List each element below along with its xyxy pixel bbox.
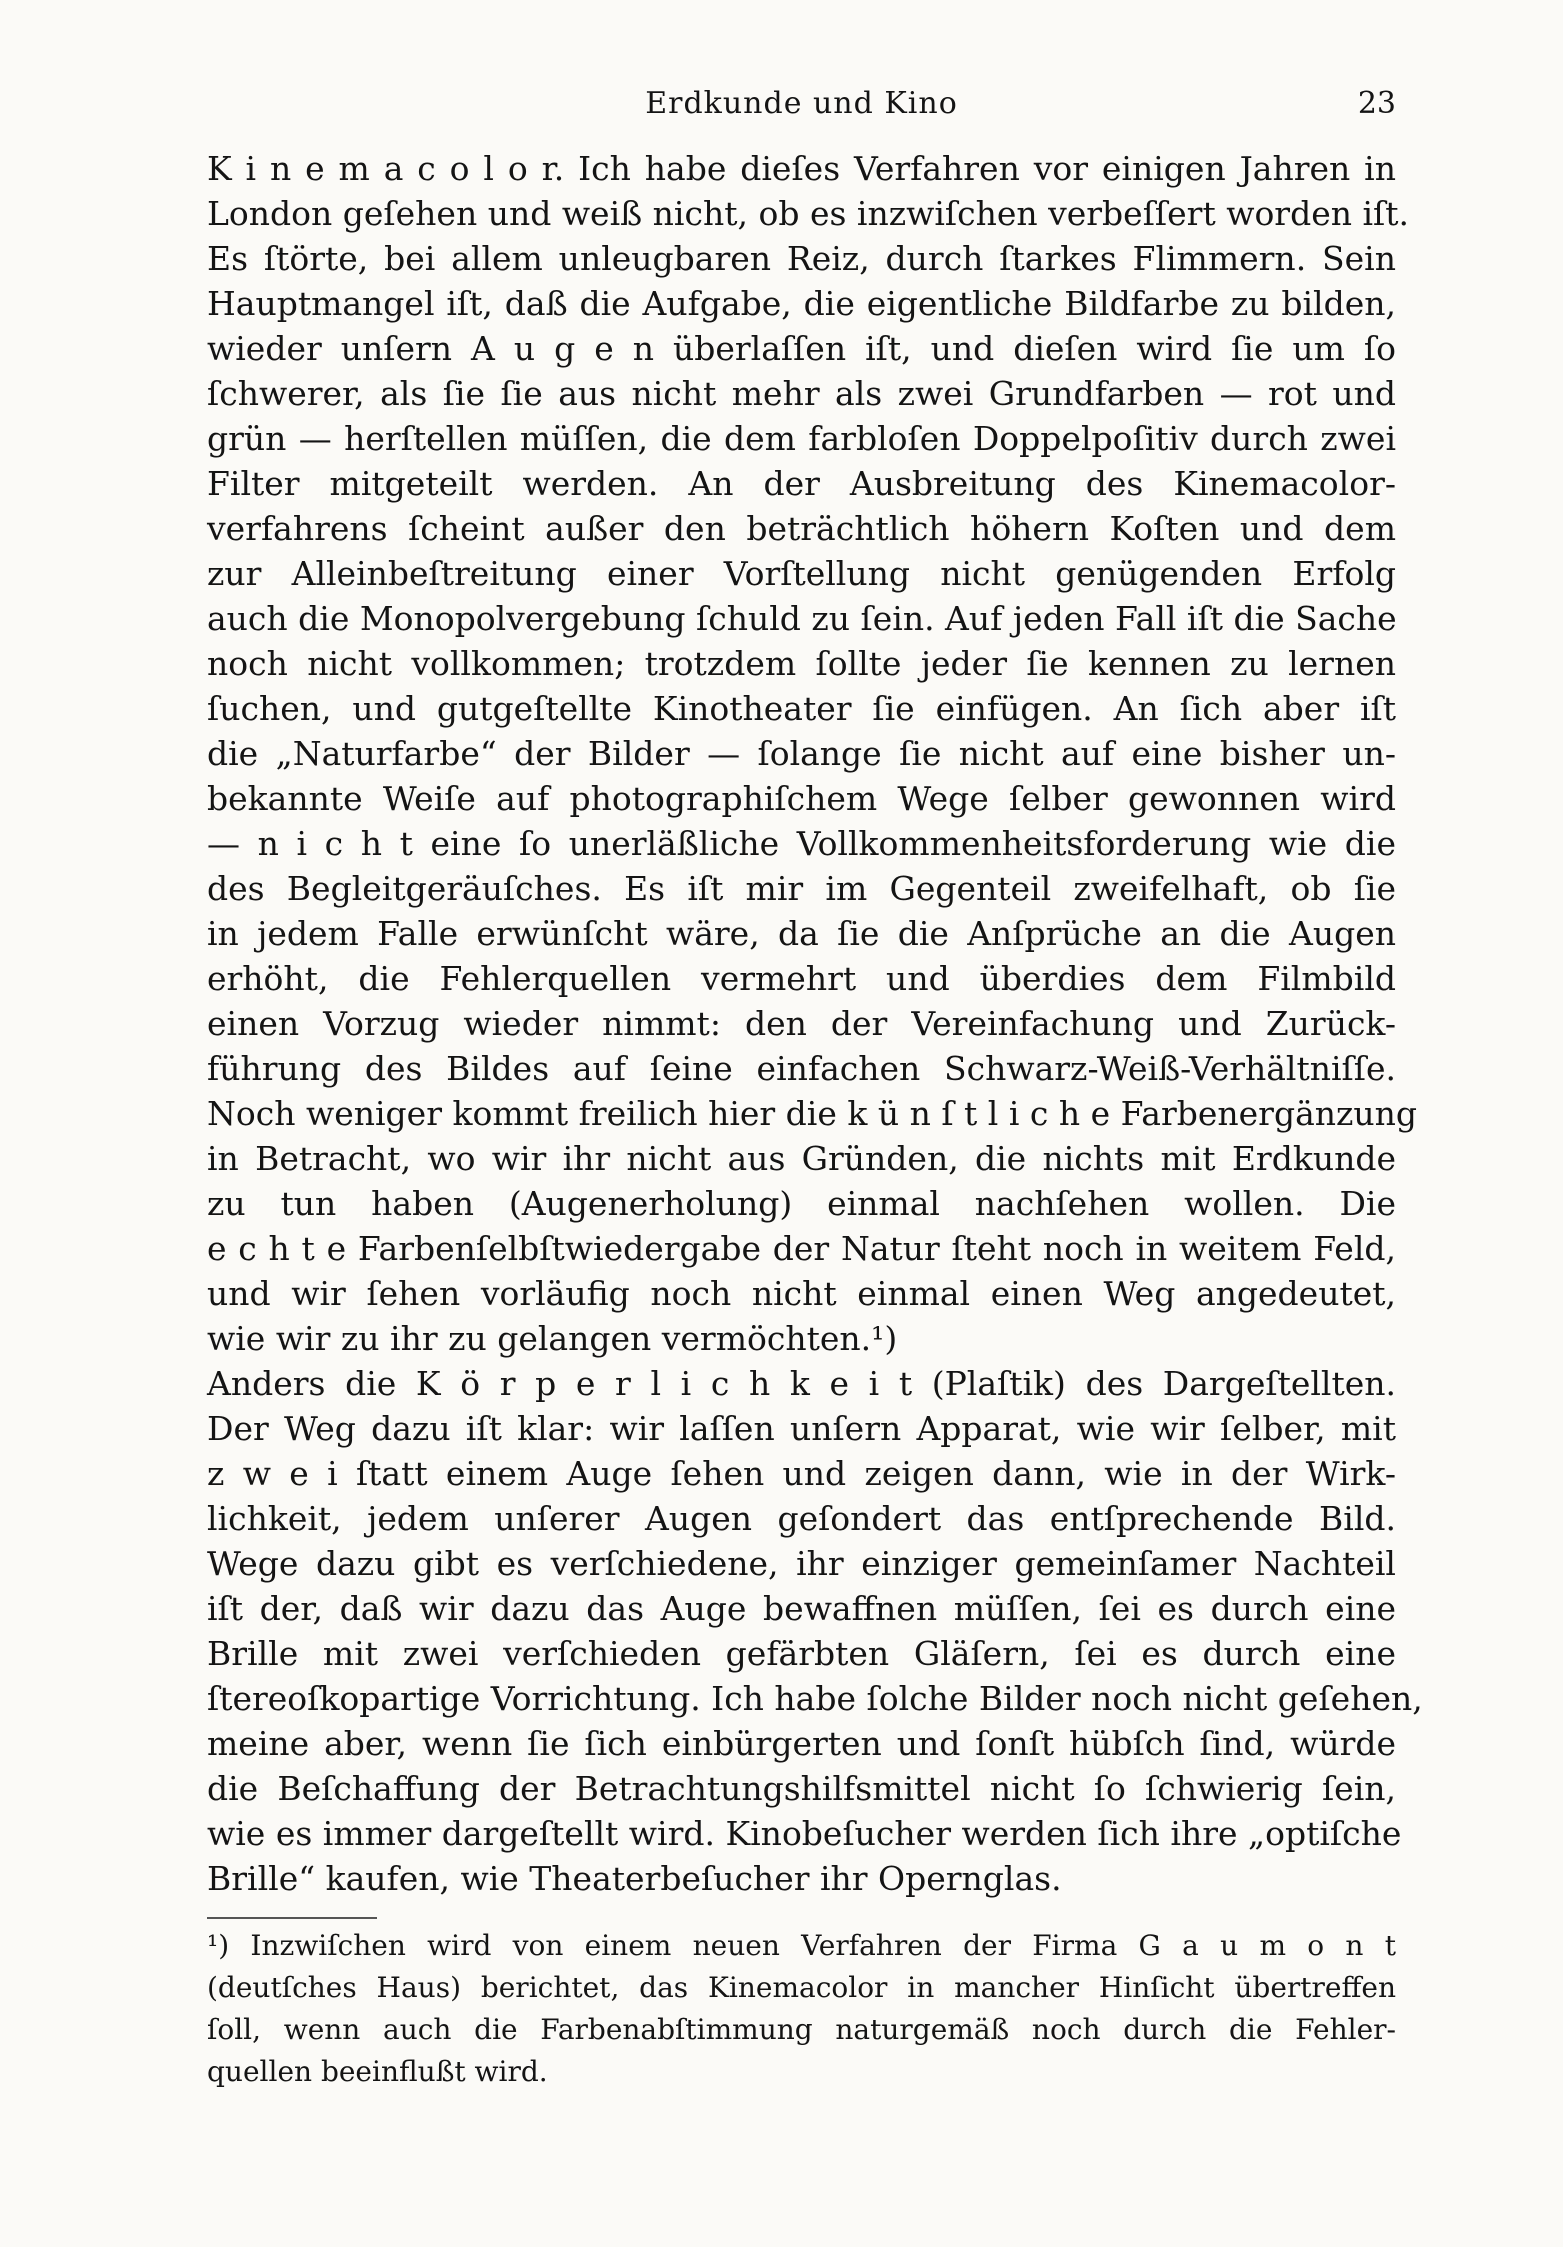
text-line: Noch weniger kommt freilich hier die k ü n ſ t l i c h e Farbenergänzung	[207, 1094, 1418, 1133]
running-title: Erdkunde und Kino	[645, 86, 958, 121]
page-header	[207, 86, 1396, 130]
text-line: iſt der, daß wir dazu das Auge bewaffnen müſſen, ſei es durch eine	[207, 1589, 1396, 1628]
text-line: noch nicht vollkommen; trotzdem ſollte jeder ſie kennen zu lernen	[207, 644, 1396, 683]
text-line: wie wir zu ihr zu gelangen vermöchten.¹)	[207, 1319, 898, 1358]
footnote-divider	[207, 1917, 377, 1919]
text-line: grün — herſtellen müſſen, die dem farbloſen Doppelpoſitiv durch zwei	[207, 419, 1396, 458]
footnote-line: ¹) Inzwiſchen wird von einem neuen Verfahren der Firma G a u m o n t	[207, 1929, 1396, 1962]
footnote	[207, 1925, 1396, 2093]
text-line: verfahrens ſcheint außer den beträchtlich höhern Koſten und dem	[207, 509, 1396, 548]
text-line: und wir ſehen vorläufig noch nicht einmal einen Weg angedeutet,	[207, 1274, 1396, 1313]
footnote-line: (deutſches Haus) berichtet, das Kinemacolor in mancher Hinſicht übertreffen	[207, 1971, 1396, 2004]
text-line: die „Naturfarbe“ der Bilder — ſolange ſie nicht auf eine bisher un-	[207, 734, 1396, 773]
text-line: ſchwerer, als ſie ſie aus nicht mehr als zwei Grundfarben — rot und	[207, 374, 1396, 413]
text-line: bekannte Weiſe auf photographiſchem Wege ſelber gewonnen wird	[207, 779, 1396, 818]
text-line: führung des Bildes auf ſeine einfachen Schwarz-Weiß-Verhältniſſe.	[207, 1049, 1396, 1088]
text-line: Filter mitgeteilt werden. An der Ausbreitung des Kinemacolor-	[207, 464, 1396, 503]
text-line: London geſehen und weiß nicht, ob es inzwiſchen verbeſſert worden iſt.	[207, 194, 1410, 233]
text-line: wieder unſern A u g e n überlaſſen iſt, und dieſen wird ſie um ſo	[207, 329, 1396, 368]
text-line: e c h t e Farbenſelbſtwiedergabe der Natur ſteht noch in weitem Feld,	[207, 1229, 1396, 1268]
text-line: lichkeit, jedem unſerer Augen geſondert das entſprechende Bild.	[207, 1499, 1396, 1538]
text-line: ſtereoſkopartige Vorrichtung. Ich habe ſolche Bilder noch nicht geſehen,	[207, 1679, 1423, 1718]
text-line: einen Vorzug wieder nimmt: den der Vereinfachung und Zurück-	[207, 1004, 1396, 1043]
text-line: Wege dazu gibt es verſchiedene, ihr einziger gemeinſamer Nachteil	[207, 1544, 1396, 1583]
text-line: des Begleitgeräuſches. Es iſt mir im Gegenteil zweifelhaft, ob ſie	[207, 869, 1396, 908]
text-line: auch die Monopolvergebung ſchuld zu ſein. Auf jeden Fall iſt die Sache	[207, 599, 1397, 638]
text-line: die Beſchaffung der Betrachtungshilfsmittel nicht ſo ſchwierig ſein,	[207, 1769, 1396, 1808]
text-line: Hauptmangel iſt, daß die Aufgabe, die eigentliche Bildfarbe zu bilden,	[207, 284, 1396, 323]
page-number: 23	[1357, 86, 1396, 121]
text-line: zur Alleinbeſtreitung einer Vorſtellung nicht genügenden Erfolg	[207, 554, 1396, 593]
footnote-line: ſoll, wenn auch die Farbenabſtimmung naturgemäß noch durch die Fehler-	[207, 2013, 1396, 2046]
text-line: ſuchen, und gutgeſtellte Kinotheater ſie einfügen. An ſich aber iſt	[207, 689, 1396, 728]
text-line: wie es immer dargeſtellt wird. Kinobeſucher werden ſich ihre „optiſche	[207, 1814, 1402, 1853]
text-line: in jedem Falle erwünſcht wäre, da ſie die Anſprüche an die Augen	[207, 914, 1396, 953]
text-line: Brille“ kaufen, wie Theaterbeſucher ihr Opernglas.	[207, 1859, 1062, 1898]
body-text	[207, 146, 1423, 1901]
text-line: — n i c h t eine ſo unerläßliche Vollkommenheitsforderung wie die	[207, 824, 1396, 863]
text-line: in Betracht, wo wir ihr nicht aus Gründen, die nichts mit Erdkunde	[207, 1139, 1396, 1178]
text-line: erhöht, die Fehlerquellen vermehrt und überdies dem Filmbild	[207, 959, 1396, 998]
text-line: meine aber, wenn ſie ſich einbürgerten und ſonſt hübſch ſind, würde	[207, 1724, 1396, 1763]
footnote-line: quellen beeinflußt wird.	[207, 2055, 548, 2088]
text-line: z w e i ſtatt einem Auge ſehen und zeigen dann, wie in der Wirk-	[207, 1454, 1396, 1493]
text-line: Brille mit zwei verſchieden gefärbten Gläſern, ſei es durch eine	[207, 1634, 1396, 1673]
text-line: zu tun haben (Augenerholung) einmal nachſehen wollen. Die	[207, 1184, 1396, 1223]
text-line: K i n e m a c o l o r. Ich habe dieſes Verfahren vor einigen Jahren in	[207, 149, 1396, 188]
text-line: Es ſtörte, bei allem unleugbaren Reiz, durch ſtarkes Flimmern. Sein	[207, 239, 1396, 278]
text-line: Der Weg dazu iſt klar: wir laſſen unſern Apparat, wie wir ſelber, mit	[207, 1409, 1396, 1448]
text-line: Anders die K ö r p e r l i c h k e i t (Plaſtik) des Dargeſtellten.	[207, 1364, 1396, 1403]
